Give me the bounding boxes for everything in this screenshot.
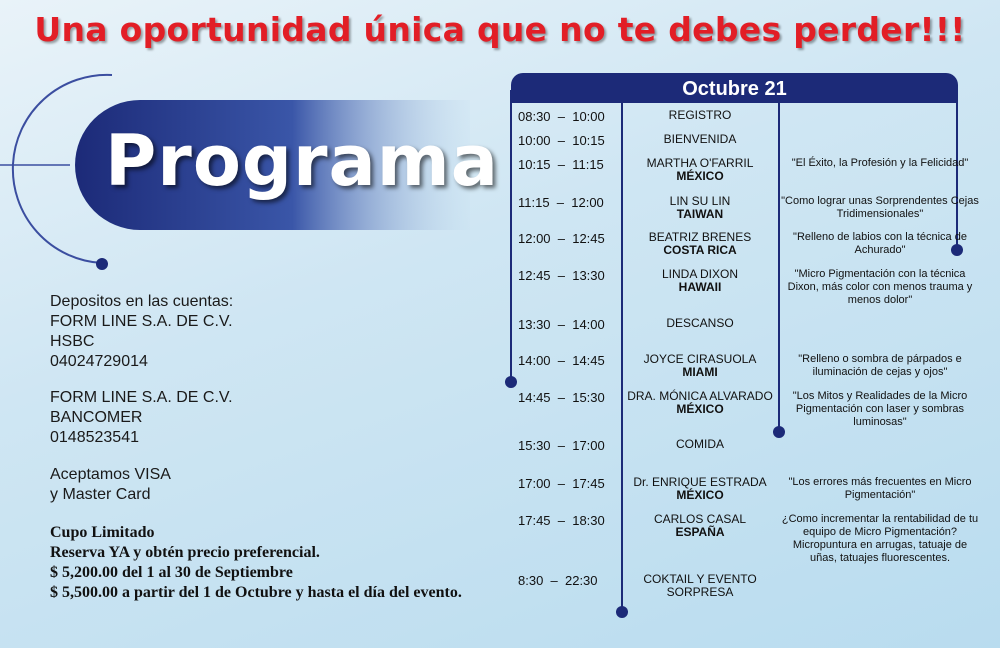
speaker-country: ESPAÑA <box>675 525 725 539</box>
speaker-country: TAIWAN <box>676 207 724 221</box>
time-range: 8:30 – 22:30 <box>518 573 598 588</box>
deposit-intro: Depositos en las cuentas: <box>50 293 234 310</box>
time-range: 12:45 – 13:30 <box>518 268 605 283</box>
account2-company: FORM LINE S.A. DE C.V. <box>50 389 233 406</box>
speaker-country: COSTA RICA <box>663 243 737 257</box>
offer-line1: Cupo Limitado <box>50 524 155 541</box>
cards-info <box>50 465 171 505</box>
speaker-name: MARTHA O'FARRIL <box>646 156 754 170</box>
speaker-name: COMIDA <box>676 437 724 451</box>
speaker <box>620 476 780 502</box>
account2-number: 0148523541 <box>50 429 139 446</box>
talk-topic: ¿Como incrementar la rentabilidad de tu equipo de Micro Pigmentación? Micropuntura en arrugas, tatuaje de uñas, tatuajes fluorescentes. <box>781 513 979 564</box>
speaker <box>620 353 780 379</box>
speaker <box>620 513 780 539</box>
talk-topic: "Relleno de labios con la técnica de Achurado" <box>793 231 967 256</box>
speaker-country: MIAMI <box>682 365 718 379</box>
offer-block <box>50 523 462 603</box>
speaker <box>620 438 780 451</box>
speaker <box>620 133 780 146</box>
speaker-name: Dr. ENRIQUE ESTRADA <box>633 475 767 489</box>
talk-topic: "Los Mitos y Realidades de la Micro Pigmentación con laser y sombras luminosas" <box>792 390 968 428</box>
speaker-name: CARLOS CASAL <box>653 512 747 526</box>
speaker <box>620 317 780 330</box>
talk-topic: "El Éxito, la Profesión y la Felicidad" <box>791 157 969 169</box>
talk-topic: "Relleno o sombra de párpados e iluminación de cejas y ojos" <box>798 353 962 378</box>
deposit-info-2 <box>50 388 233 448</box>
account1-company: FORM LINE S.A. DE C.V. <box>50 313 233 330</box>
time-range: 17:45 – 18:30 <box>518 513 605 528</box>
speaker-name: DESCANSO <box>666 316 734 330</box>
offer-line3: $ 5,200.00 del 1 al 30 de Septiembre <box>50 564 293 581</box>
speaker-country: MÉXICO <box>676 169 724 183</box>
speaker <box>620 573 780 599</box>
time-range: 12:00 – 12:45 <box>518 231 605 246</box>
time-range: 14:45 – 15:30 <box>518 390 605 405</box>
account1-bank: HSBC <box>50 333 95 350</box>
talk-topic: "Micro Pigmentación con la técnica Dixon, más color con menos trauma y menos dolor" <box>787 268 973 306</box>
arc-dot <box>96 258 108 270</box>
speaker <box>620 231 780 257</box>
speaker <box>620 157 780 183</box>
speaker-name: REGISTRO <box>668 108 732 122</box>
speaker-name: BIENVENIDA <box>663 132 737 146</box>
speaker <box>620 268 780 294</box>
speaker-name: DRA. MÓNICA ALVARADO <box>627 389 773 403</box>
speaker <box>620 109 780 122</box>
account1-number: 04024729014 <box>50 353 148 370</box>
time-range: 08:30 – 10:00 <box>518 109 605 124</box>
time-range: 11:15 – 12:00 <box>518 195 604 210</box>
timeline-dot <box>616 606 628 618</box>
talk-topic: "Como lograr unas Sorprendentes Cejas Tridimensionales" <box>781 195 979 220</box>
time-range: 15:30 – 17:00 <box>518 438 605 453</box>
time-range: 14:00 – 14:45 <box>518 353 605 368</box>
speaker-name: BEATRIZ BRENES <box>648 230 752 244</box>
headline: Una oportunidad única que no te debes perder!!! <box>34 10 966 49</box>
speaker-name: LINDA DIXON <box>661 267 739 281</box>
offer-line2: Reserva YA y obtén precio preferencial. <box>50 544 320 561</box>
schedule-date-header: Octubre 21 <box>511 73 958 103</box>
time-range: 10:00 – 10:15 <box>518 133 605 148</box>
cards-line1: Aceptamos VISA <box>50 466 171 483</box>
time-range: 17:00 – 17:45 <box>518 476 605 491</box>
offer-line4: $ 5,500.00 a partir del 1 de Octubre y hasta el día del evento. <box>50 584 462 601</box>
page-title: Programa <box>105 120 499 202</box>
speaker-country: MÉXICO <box>676 402 724 416</box>
speaker-name: LIN SU LIN <box>669 194 731 208</box>
time-range: 13:30 – 14:00 <box>518 317 605 332</box>
speaker <box>620 390 780 416</box>
cards-line2: y Master Card <box>50 486 151 503</box>
account2-bank: BANCOMER <box>50 409 143 426</box>
time-range: 10:15 – 11:15 <box>518 157 604 172</box>
speaker-country: MÉXICO <box>676 488 724 502</box>
speaker-name: JOYCE CIRASUOLA <box>643 352 757 366</box>
timeline-dot <box>505 376 517 388</box>
speaker-name: COKTAIL Y EVENTO SORPRESA <box>643 572 757 599</box>
talk-topic: "Los errores más frecuentes en Micro Pigmentación" <box>788 476 972 501</box>
deposit-info <box>50 292 233 372</box>
speaker-country: HAWAII <box>678 280 722 294</box>
speaker <box>620 195 780 221</box>
